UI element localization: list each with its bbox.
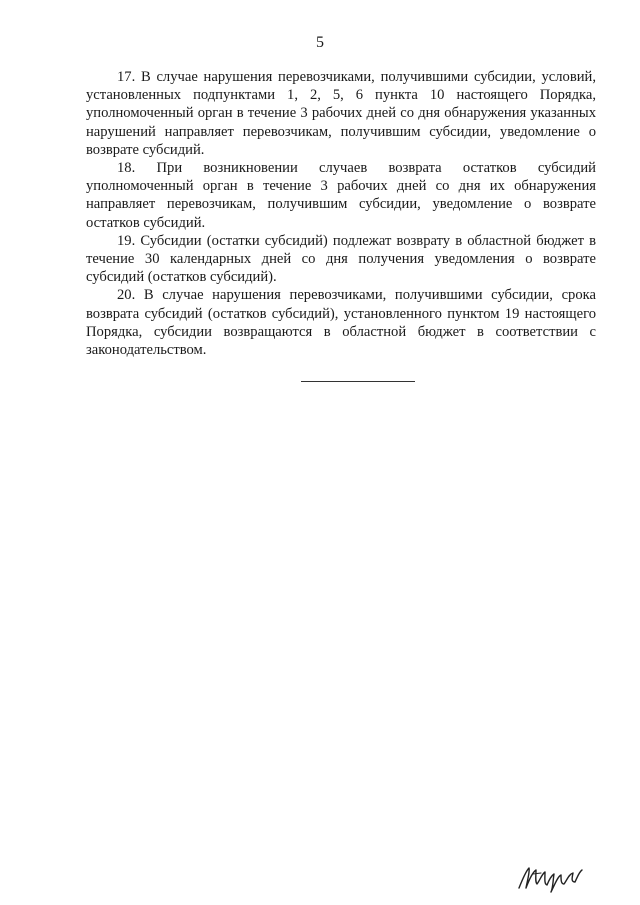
document-body	[86, 68, 596, 359]
paragraph-20: 20. В случае нарушения перевозчиками, получившими субсидии, срока возврата субсидий (остатков субсидий), установленного пунктом 19 настоящего Порядка, субсидии возвращаются в областной бюджет в соответствии с законодательством.	[86, 287, 596, 359]
end-separator-line	[301, 381, 415, 382]
paragraph-18: 18. При возникновении случаев возврата остатков субсидий уполномоченный орган в течение 3 рабочих дней со дня их обнаружения направляет перевозчикам, получившим субсидии, уведомление о возврате остатков субсидий.	[86, 160, 596, 231]
page-number: 5	[316, 34, 324, 51]
handwritten-signature-icon	[515, 858, 585, 894]
paragraph-17: 17. В случае нарушения перевозчиками, получившими субсидии, условий, установленных подпунктами 1, 2, 5, 6 пункта 10 настоящего Порядка, уполномоченный орган в течение 3 рабочих дней со дня обнаружения указанных нарушений направляет перевозчикам, получившим субсидии, уведомление о возврате субсидий.	[86, 69, 596, 158]
paragraph-19: 19. Субсидии (остатки субсидий) подлежат возврату в областной бюджет в течение 30 календарных дней со дня получения уведомления о возврате субсидий (остатков субсидий).	[86, 232, 596, 286]
